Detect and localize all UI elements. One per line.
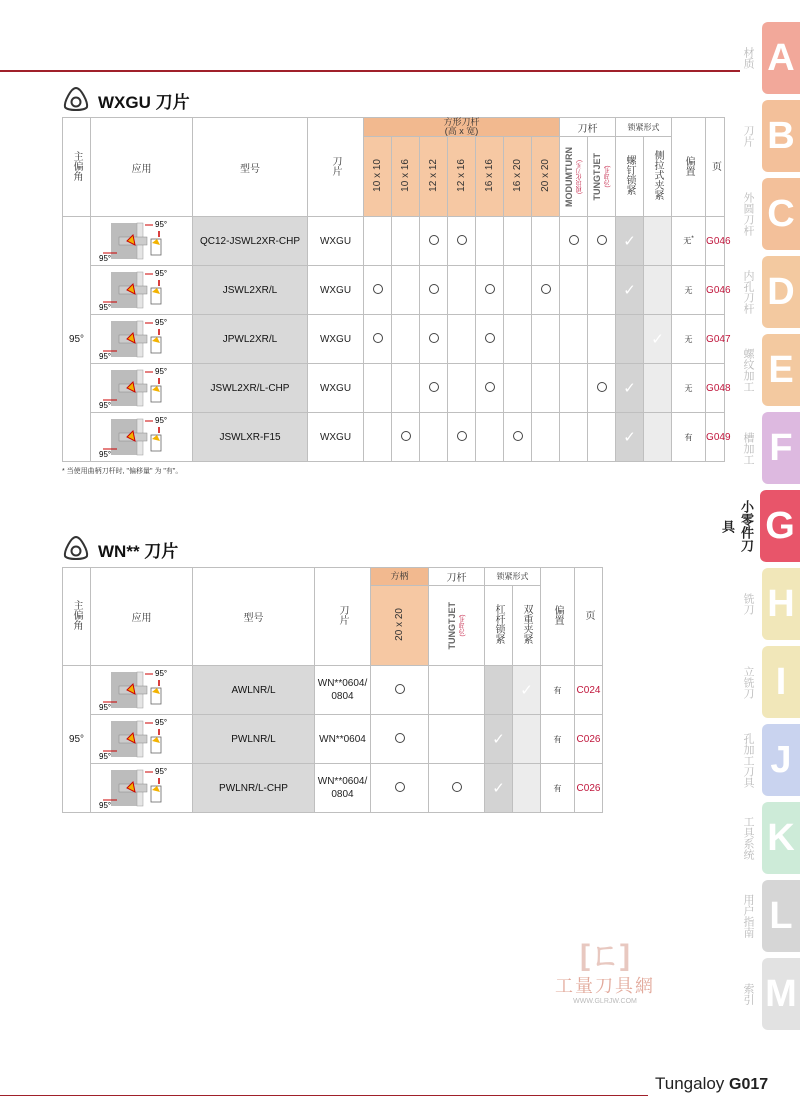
angle-label-top: 95° [154, 220, 167, 229]
spec-cell [420, 364, 448, 413]
angle-label-top: 95° [154, 269, 167, 278]
application-cell [91, 217, 193, 266]
model-cell: PWLNR/L [193, 715, 315, 764]
header-holder-group: 刀杆 [560, 118, 616, 137]
side-tab-j[interactable] [762, 724, 800, 796]
header-clamp-group: 锁紧形式 [485, 568, 541, 586]
watermark-text: 工量刀具網 [555, 976, 655, 996]
angle-label-bottom: 95° [98, 450, 111, 459]
clamp-cell [513, 764, 541, 813]
application-cell [91, 666, 193, 715]
angle-label-top: 95° [154, 367, 167, 376]
side-tab-label: 螺纹加工 [742, 348, 754, 392]
offset-cell: 无 [672, 315, 706, 364]
table-row [63, 217, 725, 266]
model-cell: JPWL2XR/L [193, 315, 308, 364]
spec-cell [420, 413, 448, 462]
side-tab-letter: B [767, 114, 795, 157]
clamp-cell [485, 764, 513, 813]
check-icon: ✓ [492, 731, 505, 748]
table-row [63, 364, 725, 413]
header-holder-brand-0 [560, 137, 588, 217]
application-cell [91, 315, 193, 364]
spec-cell [476, 315, 504, 364]
spec-cell [371, 764, 429, 813]
main-angle-value: 95° [63, 217, 91, 462]
wxgu-table [62, 117, 731, 462]
offset-cell: 无 [672, 364, 706, 413]
side-tab-letter: C [767, 192, 795, 235]
side-tab-letter: H [767, 582, 795, 625]
table-row [63, 266, 725, 315]
wn-title: WN** 刀片 [98, 541, 179, 561]
brand-sub: (模块化刀头) [576, 159, 583, 194]
header-page: 页 [575, 568, 603, 666]
insert-cell: WN**0604/ 0804 [315, 666, 371, 715]
application-cell [91, 715, 193, 764]
offset-cell: 有 [541, 764, 575, 813]
side-tab-d[interactable] [762, 256, 800, 328]
available-circle-icon [485, 333, 495, 343]
spec-cell [588, 266, 616, 315]
model-cell: QC12-JSWL2XR-CHP [193, 217, 308, 266]
application-diagram-icon [97, 415, 187, 459]
clamp-cell [616, 315, 644, 364]
spec-cell [420, 217, 448, 266]
side-tab-letter: K [767, 816, 795, 859]
side-tab-i[interactable] [762, 646, 800, 718]
side-tab-f[interactable] [762, 412, 800, 484]
model-cell: JSWL2XR/L [193, 266, 308, 315]
offset-cell: 无 [672, 266, 706, 315]
header-size-2: 12 x 12 [420, 137, 448, 217]
spec-cell [504, 364, 532, 413]
spec-cell [532, 217, 560, 266]
table-row [63, 764, 603, 813]
application-cell [91, 413, 193, 462]
insert-cell: WXGU [308, 266, 364, 315]
spec-cell [532, 364, 560, 413]
header-size-6: 20 x 20 [532, 137, 560, 217]
trigon-insert-icon [62, 535, 90, 563]
angle-label-top: 95° [154, 318, 167, 327]
spec-cell [476, 266, 504, 315]
side-tab-c[interactable] [762, 178, 800, 250]
spec-cell [420, 315, 448, 364]
spec-cell [364, 413, 392, 462]
available-circle-icon [401, 431, 411, 441]
wxgu-section-title [62, 86, 190, 114]
header-holder-brand-1 [588, 137, 616, 217]
application-diagram-icon [97, 219, 187, 263]
footer [655, 1074, 768, 1094]
header-clamp-group: 锁紧形式 [616, 118, 672, 137]
available-circle-icon [513, 431, 523, 441]
side-tab-label: 立铣刀 [742, 665, 754, 699]
spec-cell [588, 413, 616, 462]
spec-cell [364, 266, 392, 315]
available-circle-icon [452, 782, 462, 792]
header-shank-group: 方形刀杆 (高 x 宽) [364, 118, 560, 137]
clamp-cell [644, 413, 672, 462]
application-diagram-icon [97, 668, 187, 712]
available-circle-icon [429, 284, 439, 294]
footer-brand: Tungaloy [655, 1074, 725, 1093]
angle-label-top: 95° [154, 669, 167, 678]
application-diagram-icon [97, 268, 187, 312]
model-cell: PWLNR/L-CHP [193, 764, 315, 813]
check-icon: ✓ [623, 429, 636, 446]
available-circle-icon [373, 333, 383, 343]
insert-cell: WXGU [308, 217, 364, 266]
application-cell [91, 764, 193, 813]
header-model: 型号 [193, 118, 308, 217]
spec-cell [371, 666, 429, 715]
spec-cell [560, 315, 588, 364]
spec-cell [448, 315, 476, 364]
table-row [63, 315, 725, 364]
spec-cell [392, 266, 420, 315]
check-icon: ✓ [623, 282, 636, 299]
header-offset: 偏置 [541, 568, 575, 666]
spec-cell [364, 217, 392, 266]
header-insert: 刀片 [315, 568, 371, 666]
available-circle-icon [373, 284, 383, 294]
side-tab-letter: D [767, 270, 795, 313]
header-page: 页 [706, 118, 725, 217]
available-circle-icon [457, 235, 467, 245]
angle-label-bottom: 95° [98, 703, 111, 712]
watermark [530, 940, 680, 1005]
angle-label-bottom: 95° [98, 401, 111, 410]
page-link[interactable]: G048 [706, 364, 725, 413]
offset-mark: * [691, 235, 694, 243]
header-application: 应用 [91, 568, 193, 666]
wxgu-title: WXGU 刀片 [98, 92, 190, 112]
application-diagram-icon [97, 766, 187, 810]
check-icon: ✓ [520, 682, 533, 699]
header-clamp-0: 杠杆锁紧 [485, 586, 513, 666]
page-link[interactable]: G046 [706, 266, 725, 315]
side-tab-label: 槽加工 [742, 431, 754, 465]
spec-cell [429, 715, 485, 764]
page-link[interactable]: C026 [575, 715, 603, 764]
offset-cell: 有 [541, 715, 575, 764]
header-offset: 偏置 [672, 118, 706, 217]
top-rule [0, 70, 740, 72]
application-cell [91, 266, 193, 315]
header-holder-group: 刀杆 [429, 568, 485, 586]
header-insert: 刀片 [308, 118, 364, 217]
header-size-3: 12 x 16 [448, 137, 476, 217]
spec-cell [364, 364, 392, 413]
offset-cell: 无* [672, 217, 706, 266]
table-row [63, 666, 603, 715]
spec-cell [420, 266, 448, 315]
header-application: 应用 [91, 118, 193, 217]
main-angle-value: 95° [63, 666, 91, 813]
spec-cell [392, 364, 420, 413]
spec-cell [371, 715, 429, 764]
insert-cell: WXGU [308, 364, 364, 413]
header-main-angle: 主偏角 [63, 118, 91, 217]
side-tab-g[interactable] [760, 490, 800, 562]
spec-cell [448, 217, 476, 266]
page-link[interactable]: G047 [706, 315, 725, 364]
header-shank-group: 方柄 [371, 568, 429, 586]
header-model: 型号 [193, 568, 315, 666]
brand-sub: (冷却孔) [604, 165, 611, 188]
side-tab-label: 内孔刀杆 [742, 270, 754, 314]
insert-cell: WN**0604/ 0804 [315, 764, 371, 813]
side-tab-letter: L [769, 894, 793, 937]
available-circle-icon [569, 235, 579, 245]
brand-logo: TUNGTJET [446, 601, 457, 650]
spec-cell [476, 413, 504, 462]
watermark-url: WWW.GLRJW.COM [573, 998, 637, 1005]
header-size-4: 16 x 16 [476, 137, 504, 217]
page-link[interactable]: C026 [575, 764, 603, 813]
side-tab-letter: M [765, 972, 797, 1015]
side-tab-label: 铣刀 [742, 593, 754, 615]
side-tab-k[interactable] [762, 802, 800, 874]
angle-label-top: 95° [154, 718, 167, 727]
clamp-cell [644, 315, 672, 364]
spec-cell [476, 217, 504, 266]
header-clamp-1: 侧拉式夹紧 [644, 137, 672, 217]
side-tab-e[interactable] [762, 334, 800, 406]
angle-label-top: 95° [154, 416, 167, 425]
available-circle-icon [395, 684, 405, 694]
brand-logo: TUNGTJET [591, 152, 602, 201]
insert-cell: WXGU [308, 315, 364, 364]
header-size-5: 16 x 20 [504, 137, 532, 217]
available-circle-icon [457, 431, 467, 441]
available-circle-icon [597, 235, 607, 245]
clamp-cell [616, 364, 644, 413]
header-size-0: 10 x 10 [364, 137, 392, 217]
side-tab-label: 材质 [742, 47, 754, 69]
side-tab-l[interactable] [762, 880, 800, 952]
spec-cell [429, 764, 485, 813]
available-circle-icon [597, 382, 607, 392]
angle-label-bottom: 95° [98, 254, 111, 263]
spec-cell [588, 217, 616, 266]
model-cell: JSWLXR-F15 [193, 413, 308, 462]
available-circle-icon [429, 333, 439, 343]
spec-cell [392, 413, 420, 462]
wn-section-title [62, 535, 178, 563]
side-tab-letter: J [770, 738, 792, 781]
spec-cell [504, 413, 532, 462]
watermark-logo-icon: [ㄈ] [580, 939, 630, 972]
angle-label-bottom: 95° [98, 352, 111, 361]
available-circle-icon [485, 284, 495, 294]
model-cell: AWLNR/L [193, 666, 315, 715]
spec-cell [429, 666, 485, 715]
page-link[interactable]: G049 [706, 413, 725, 462]
clamp-cell [485, 715, 513, 764]
spec-cell [448, 266, 476, 315]
spec-cell [588, 364, 616, 413]
page-link[interactable]: C024 [575, 666, 603, 715]
clamp-cell [513, 666, 541, 715]
spec-cell [532, 413, 560, 462]
clamp-cell [644, 364, 672, 413]
check-icon: ✓ [623, 233, 636, 250]
angle-label-bottom: 95° [98, 752, 111, 761]
insert-cell: WN**0604 [315, 715, 371, 764]
application-diagram-icon [97, 317, 187, 361]
header-size-1: 10 x 16 [392, 137, 420, 217]
spec-cell [532, 315, 560, 364]
clamp-cell [513, 715, 541, 764]
check-icon: ✓ [623, 380, 636, 397]
spec-cell [504, 315, 532, 364]
header-size-0: 20 x 20 [371, 586, 429, 666]
table-row [63, 715, 603, 764]
wn-table [62, 567, 603, 813]
clamp-cell [616, 217, 644, 266]
spec-cell [448, 413, 476, 462]
spec-cell [588, 315, 616, 364]
available-circle-icon [395, 782, 405, 792]
available-circle-icon [485, 382, 495, 392]
bottom-rule [0, 1095, 648, 1096]
side-tab-label: 用户指南 [742, 894, 754, 938]
spec-cell [504, 217, 532, 266]
side-tab-letter: E [768, 348, 794, 391]
available-circle-icon [541, 284, 551, 294]
header-holder-brand-0 [429, 586, 485, 666]
side-tab-label: 刀片 [742, 125, 754, 147]
spec-cell [560, 364, 588, 413]
spec-cell [448, 364, 476, 413]
offset-cell: 有 [541, 666, 575, 715]
header-main-angle: 主偏角 [63, 568, 91, 666]
insert-cell: WXGU [308, 413, 364, 462]
clamp-cell [616, 413, 644, 462]
header-clamp-1: 双重夹紧 [513, 586, 541, 666]
side-tab-letter: A [767, 36, 795, 79]
brand-logo: MODUMTURN [563, 146, 574, 207]
table-row [63, 413, 725, 462]
clamp-cell [485, 666, 513, 715]
side-tab-label: 小零件刀具 [720, 500, 754, 552]
side-tab-letter: I [775, 660, 787, 703]
model-cell: JSWL2XR/L-CHP [193, 364, 308, 413]
side-tab-label: 孔加工刀具 [742, 732, 754, 788]
side-tab-letter: G [765, 504, 795, 547]
angle-label-bottom: 95° [98, 303, 111, 312]
side-tab-a[interactable] [762, 22, 800, 94]
spec-cell [560, 413, 588, 462]
angle-label-bottom: 95° [98, 801, 111, 810]
spec-cell [392, 217, 420, 266]
spec-cell [392, 315, 420, 364]
side-tab-m[interactable] [762, 958, 800, 1030]
clamp-cell [644, 266, 672, 315]
check-icon: ✓ [651, 331, 664, 348]
footer-page-number: G017 [729, 1076, 769, 1093]
application-cell [91, 364, 193, 413]
check-icon: ✓ [492, 780, 505, 797]
offset-cell: 有 [672, 413, 706, 462]
side-tab-label: 索引 [742, 983, 754, 1005]
spec-cell [504, 266, 532, 315]
spec-cell [560, 266, 588, 315]
side-tab-label: 外圆刀杆 [742, 192, 754, 236]
spec-cell [476, 364, 504, 413]
clamp-cell [616, 266, 644, 315]
page-link[interactable]: G046 [706, 217, 725, 266]
available-circle-icon [395, 733, 405, 743]
spec-cell [532, 266, 560, 315]
wxgu-note: * 当使用曲柄刀杆时, "偏移量" 为 "有"。 [62, 468, 183, 475]
trigon-insert-icon [62, 86, 90, 114]
header-clamp-0: 螺钉锁紧 [616, 137, 644, 217]
spec-cell [560, 217, 588, 266]
available-circle-icon [429, 382, 439, 392]
side-tab-letter: F [769, 426, 793, 469]
side-tab-label: 工具系统 [742, 816, 754, 860]
application-diagram-icon [97, 717, 187, 761]
spec-cell [364, 315, 392, 364]
clamp-cell [644, 217, 672, 266]
available-circle-icon [429, 235, 439, 245]
brand-sub: (冷却孔) [459, 614, 466, 637]
side-tab-h[interactable] [762, 568, 800, 640]
application-diagram-icon [97, 366, 187, 410]
angle-label-top: 95° [154, 767, 167, 776]
side-tab-b[interactable] [762, 100, 800, 172]
